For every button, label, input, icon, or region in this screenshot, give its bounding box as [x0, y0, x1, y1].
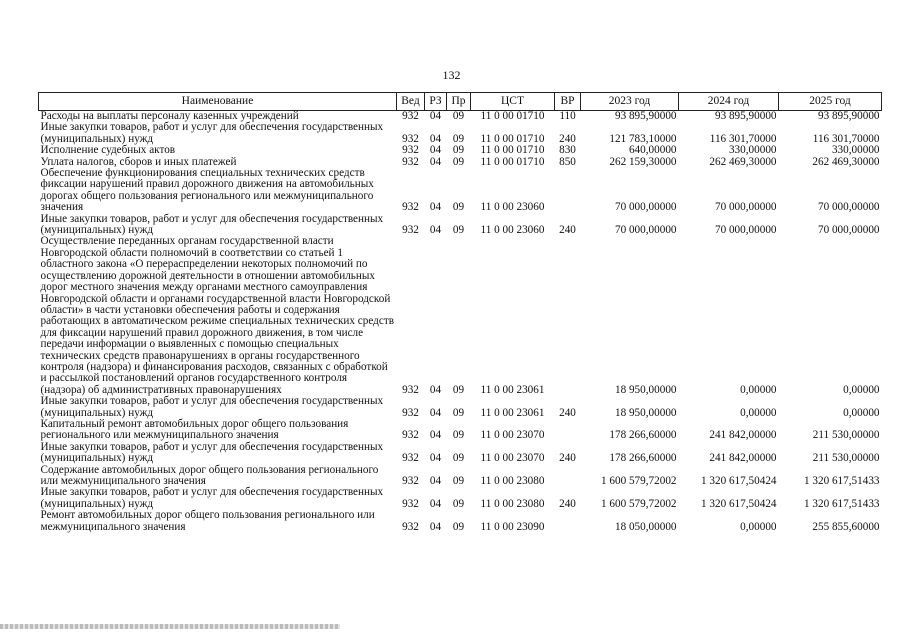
- cell-rz: 04: [429, 406, 442, 419]
- cell-rz: 04: [429, 144, 442, 157]
- cell-pr: 09: [452, 475, 465, 487]
- cell-y2023: 70 000,00000: [614, 224, 677, 237]
- cell-pr: 09: [452, 201, 465, 214]
- cell-pr: 09: [452, 144, 465, 157]
- cell-name: Иные закупки товаров, работ и услуг для обеспечения государственных (муниципальных) нужд: [40, 486, 384, 510]
- cell-pr: 09: [452, 224, 465, 237]
- cell-ved: 932: [402, 201, 419, 214]
- cell-vr: [555, 168, 581, 214]
- cell-y2024: 1 320 617,50424: [700, 497, 777, 510]
- cell-name: Уплата налогов, сборов и иных платежей: [40, 155, 237, 168]
- table-row: [39, 236, 882, 396]
- cell-pr: 09: [452, 383, 465, 396]
- table-row: [39, 145, 882, 156]
- table-row: [39, 168, 882, 214]
- cell-cst: 11 0 00 23061: [480, 406, 545, 419]
- cell-ved: 932: [402, 224, 419, 237]
- page-number: 132: [442, 68, 461, 82]
- cell-pr: 09: [452, 155, 465, 168]
- cell-y2023: 262 159,30000: [609, 155, 677, 168]
- cell-y2023: 18 050,00000: [614, 520, 677, 533]
- cell-y2024: 0,00000: [740, 520, 777, 533]
- cell-vr: 110: [559, 110, 576, 122]
- cell-ved: 932: [402, 144, 419, 157]
- cell-y2025: 255 855,60000: [812, 520, 880, 533]
- cell-y2023: 18 950,00000: [614, 406, 677, 419]
- cell-pr: 09: [452, 452, 465, 465]
- cell-y2023: 93 895,90000: [614, 110, 677, 122]
- cell-rz: 04: [429, 429, 442, 442]
- cell-pr: 09: [452, 406, 465, 419]
- cell-name: Иные закупки товаров, работ и услуг для обеспечения государственных (муниципальных) нужд: [40, 395, 384, 419]
- cell-cst: 11 0 00 23080: [480, 475, 545, 487]
- header-2023: 2023 год: [581, 93, 679, 111]
- cell-pr: 09: [452, 520, 465, 533]
- cell-cst: 11 0 00 23061: [480, 383, 545, 396]
- cell-rz: 04: [429, 452, 442, 465]
- cell-vr: 240: [559, 406, 576, 419]
- cell-y2025: 0,00000: [843, 406, 880, 419]
- cell-vr: 240: [559, 132, 576, 145]
- cell-rz: 04: [429, 475, 442, 487]
- header-rz: РЗ: [425, 93, 447, 111]
- cell-vr: 240: [559, 452, 576, 465]
- table-row: [39, 510, 882, 533]
- cell-name: Расходы на выплаты персоналу казенных учреждений: [40, 110, 299, 122]
- cell-y2025: 262 469,30000: [812, 155, 880, 168]
- cell-y2025: 70 000,00000: [817, 224, 880, 237]
- table-row: [39, 122, 882, 145]
- cell-cst: 11 0 00 23080: [480, 497, 545, 510]
- cell-y2024: 70 000,00000: [714, 224, 777, 237]
- cell-y2025: 211 530,00000: [812, 429, 880, 442]
- cell-y2025: 0,00000: [843, 383, 880, 396]
- cell-ved: 932: [402, 520, 419, 533]
- cell-rz: 04: [429, 110, 442, 122]
- cell-y2023: 70 000,00000: [614, 201, 677, 214]
- cell-y2024: 241 842,00000: [709, 429, 777, 442]
- cell-y2024: 241 842,00000: [709, 452, 777, 465]
- cell-rz: 04: [429, 497, 442, 510]
- cell-ved: 932: [402, 452, 419, 465]
- cell-vr: 240: [559, 224, 576, 237]
- cell-y2024: 116 301,70000: [709, 132, 777, 145]
- cell-y2024: 0,00000: [740, 406, 777, 419]
- cell-cst: 11 0 00 01710: [480, 110, 545, 122]
- cell-name: Осуществление переданных органам государственной власти Новгородской области полномочий в соответствии со статьей 1 областного закона «О перераспределении некоторых полномочий по осуществлению дорожной деятельности в отношении автомобильных дорог местного значения между органами местного самоуправления Новгородской области и органами государственной власти Новгородской области» в части установки обеспечения работы и содержания работающих в автоматическом режиме специальных технических средств для фиксации нарушений правил дорожного движения, в том числе передачи информации о выявленных с помощью специальных технических средств правонарушениях в органы государственного контроля (надзора) и финансирования расходов, связанных с обработкой и рассылкой постановлений органов государственного контроля (надзора) об административных правонарушениях: [40, 235, 395, 396]
- cell-name: Обеспечение функционирования специальных технических средств фиксации нарушений правил дорожного движения на автомобильных дорогах общего пользования регионального или межмуниципального значения: [40, 167, 374, 214]
- cell-y2024: 262 469,30000: [709, 155, 777, 168]
- cell-pr: 09: [452, 429, 465, 442]
- cell-name: Исполнение судебных актов: [40, 144, 176, 157]
- cell-y2024: 93 895,90000: [714, 110, 777, 122]
- cell-name: Иные закупки товаров, работ и услуг для обеспечения государственных (муниципальных) нужд: [40, 440, 384, 465]
- cell-name: Иные закупки товаров, работ и услуг для обеспечения государственных (муниципальных) нужд: [40, 121, 384, 145]
- cell-vr: 830: [559, 144, 576, 157]
- table-row: [39, 487, 882, 510]
- cell-name: Содержание автомобильных дорог общего пользования регионального или межмуниципального значения: [40, 463, 379, 487]
- cell-ved: 932: [402, 155, 419, 168]
- header-2025: 2025 год: [779, 93, 882, 111]
- cell-y2023: 18 950,00000: [614, 383, 677, 396]
- table-row: [39, 442, 882, 465]
- cell-ved: 932: [402, 497, 419, 510]
- cell-y2023: 640,00000: [628, 144, 677, 157]
- table-row: [39, 419, 882, 442]
- cell-y2024: 1 320 617,50424: [700, 475, 777, 487]
- cell-ved: 932: [402, 383, 419, 396]
- cell-pr: 09: [452, 110, 465, 122]
- cell-y2025: 1 320 617,51433: [803, 475, 880, 487]
- cell-cst: 11 0 00 01710: [480, 155, 545, 168]
- cell-y2025: 70 000,00000: [817, 201, 880, 214]
- cell-pr: 09: [452, 497, 465, 510]
- table-body: [39, 111, 882, 534]
- cell-ved: 932: [402, 429, 419, 442]
- header-cst: ЦСТ: [471, 93, 555, 111]
- cell-y2023: 178 266,60000: [609, 452, 677, 465]
- cell-y2024: 330,00000: [728, 144, 777, 157]
- cell-ved: 932: [402, 406, 419, 419]
- cell-cst: 11 0 00 23070: [480, 429, 545, 442]
- table-row: [39, 214, 882, 237]
- budget-table: [38, 92, 882, 533]
- cell-cst: 11 0 00 01710: [480, 132, 545, 145]
- cell-cst: 11 0 00 23060: [480, 224, 545, 237]
- header-vr: ВР: [555, 93, 581, 111]
- cell-y2025: 93 895,90000: [817, 110, 880, 122]
- cell-name: Капитальный ремонт автомобильных дорог общего пользования регионального или межмуниципального значения: [40, 417, 349, 442]
- cell-rz: 04: [429, 224, 442, 237]
- cell-y2024: 70 000,00000: [714, 201, 777, 214]
- cell-cst: 11 0 00 23090: [480, 520, 545, 533]
- cell-y2025: 211 530,00000: [812, 452, 880, 465]
- cell-y2023: 1 600 579,72002: [600, 475, 677, 487]
- cell-rz: 04: [429, 201, 442, 214]
- cell-vr: 240: [559, 497, 576, 510]
- cell-name: Ремонт автомобильных дорог общего пользования регионального или межмуниципального значения: [40, 509, 375, 533]
- cell-vr: [555, 510, 581, 533]
- cell-ved: 932: [402, 132, 419, 145]
- scan-edge-decoration: [0, 624, 340, 629]
- cell-vr: [555, 236, 581, 396]
- header-ved: Вед: [397, 93, 425, 111]
- cell-rz: 04: [429, 155, 442, 168]
- table-row: [39, 465, 882, 488]
- cell-rz: 04: [429, 520, 442, 533]
- cell-rz: 04: [429, 132, 442, 145]
- cell-y2024: 0,00000: [740, 383, 777, 396]
- header-name: Наименование: [39, 93, 397, 111]
- cell-cst: 11 0 00 23070: [480, 452, 545, 465]
- cell-y2025: 330,00000: [831, 144, 880, 157]
- cell-rz: 04: [429, 383, 442, 396]
- cell-y2023: 121 783,10000: [609, 132, 677, 145]
- cell-vr: [555, 419, 581, 442]
- table-header-row: [39, 93, 882, 111]
- cell-y2025: 1 320 617,51433: [803, 497, 880, 510]
- cell-ved: 932: [402, 110, 419, 122]
- cell-cst: 11 0 00 23060: [480, 201, 545, 214]
- header-2024: 2024 год: [679, 93, 779, 111]
- cell-vr: 850: [559, 155, 576, 168]
- cell-vr: [555, 465, 581, 488]
- cell-ved: 932: [402, 475, 419, 487]
- header-pr: Пр: [447, 93, 471, 111]
- cell-pr: 09: [452, 132, 465, 145]
- cell-y2023: 1 600 579,72002: [600, 497, 677, 510]
- cell-cst: 11 0 00 01710: [480, 144, 545, 157]
- cell-name: Иные закупки товаров, работ и услуг для обеспечения государственных (муниципальных) нужд: [40, 212, 384, 237]
- cell-y2025: 116 301,70000: [812, 132, 880, 145]
- table-row: [39, 396, 882, 419]
- cell-y2023: 178 266,60000: [609, 429, 677, 442]
